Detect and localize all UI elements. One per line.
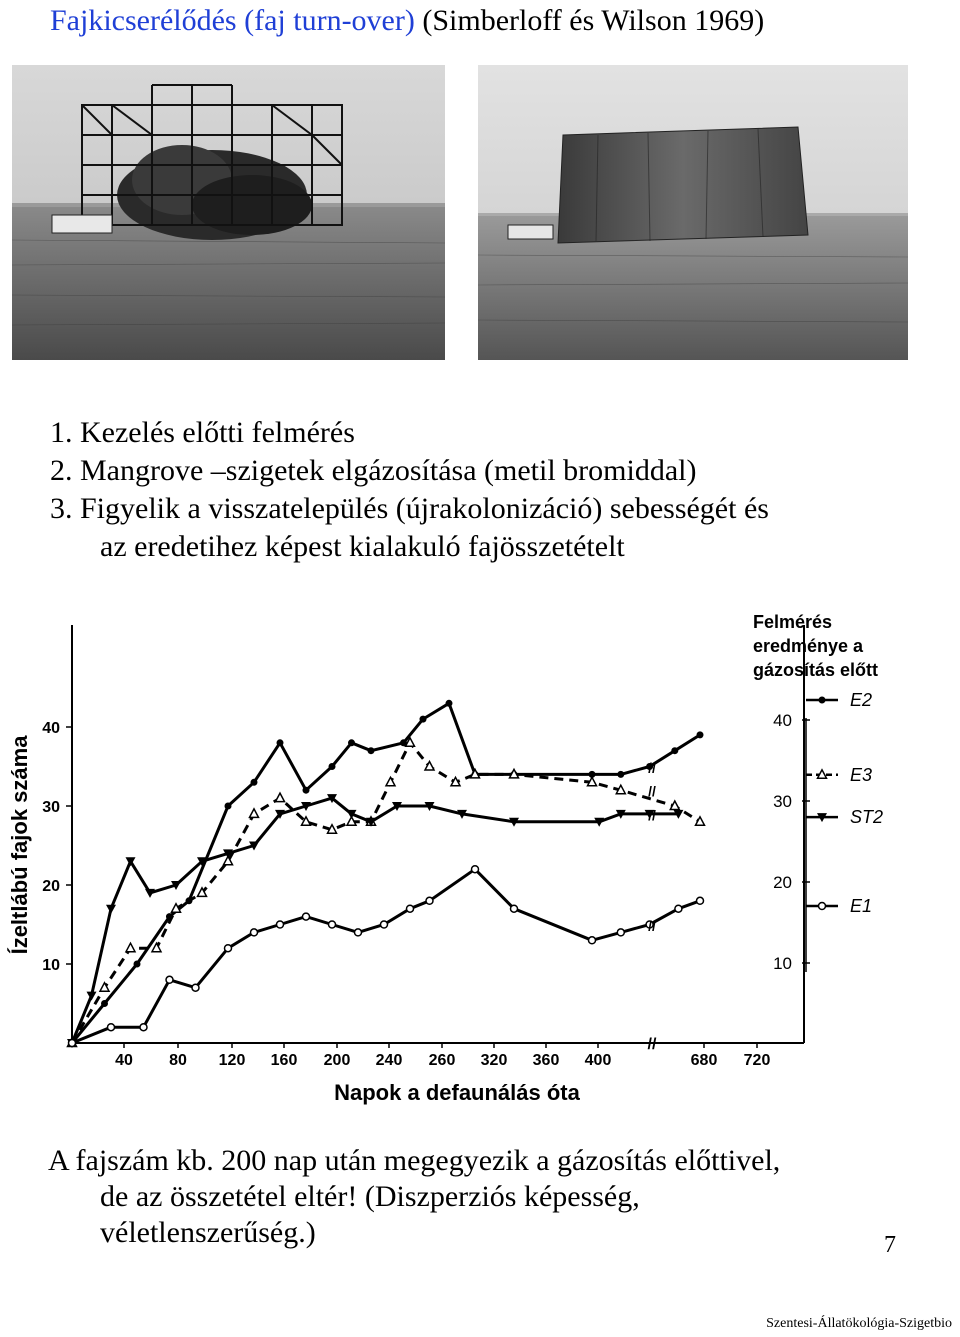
data-point	[446, 700, 453, 707]
slide-title-colored: Fajkicserélődés (faj turn-over)	[50, 4, 415, 37]
series-e3	[68, 738, 705, 1047]
chart-legend	[753, 612, 883, 973]
data-point	[303, 913, 310, 920]
data-point	[425, 762, 434, 771]
list-item-1: 1. Kezelés előtti felmérés	[50, 416, 355, 449]
x-tick-label: 240	[375, 1052, 403, 1069]
data-point	[140, 1024, 147, 1031]
data-point	[671, 747, 678, 754]
series-break-mark: //	[648, 917, 656, 934]
y-axis-title: Ízeltlábú fajok száma	[7, 735, 32, 955]
x-tick-label: 80	[169, 1052, 187, 1069]
y-tick-label: 10	[42, 957, 60, 974]
x-tick-label: 40	[115, 1052, 133, 1069]
legend-tick-label: 40	[773, 711, 792, 730]
data-point	[355, 929, 362, 936]
series-break-mark: //	[648, 806, 656, 823]
caption-line-2: de az összetétel eltér! (Diszperziós képesség,	[100, 1180, 640, 1213]
species-count-chart	[0, 600, 948, 1115]
x-tick-label: 360	[532, 1052, 560, 1069]
series-e1	[69, 866, 704, 1047]
x-tick-label: 200	[323, 1052, 351, 1069]
data-point	[329, 763, 336, 770]
legend-title-line: gázosítás előtt	[753, 660, 879, 680]
series-break-mark: //	[648, 783, 656, 800]
data-point	[251, 929, 258, 936]
data-point	[87, 992, 97, 1001]
y-tick-label: 30	[42, 799, 60, 816]
caption	[48, 1143, 780, 1251]
list-item-3-continued: az eredetihez képest kialakuló fajösszetételt	[100, 530, 625, 563]
list-item-3: 3. Figyelik a visszatelepülés (újrakolonizáció) sebességét és	[50, 492, 769, 525]
data-point	[675, 905, 682, 912]
data-point	[381, 921, 388, 928]
legend-series-label: E1	[850, 896, 873, 916]
method-list	[50, 414, 769, 566]
legend-title-line: Felmérés	[753, 612, 833, 632]
data-point	[617, 929, 624, 936]
series-break-mark: //	[648, 759, 656, 776]
y-tick-label: 20	[42, 878, 60, 895]
page-number: 7	[884, 1232, 896, 1258]
legend-marker	[819, 697, 826, 704]
data-point	[277, 739, 284, 746]
data-point	[225, 803, 232, 810]
data-point	[426, 897, 433, 904]
data-point	[276, 793, 285, 802]
data-point	[368, 747, 375, 754]
chart-axes	[7, 625, 804, 1105]
series-line	[72, 869, 700, 1043]
x-tick-label: 260	[428, 1052, 456, 1069]
x-tick-label: 320	[480, 1052, 508, 1069]
data-point	[348, 739, 355, 746]
axis-break-mark: //	[647, 1036, 657, 1053]
data-point	[106, 905, 116, 914]
legend-series-label: E2	[850, 690, 873, 710]
data-point	[108, 1024, 115, 1031]
data-point	[589, 937, 596, 944]
data-point	[69, 1040, 76, 1047]
chart-series	[67, 700, 705, 1048]
legend-series-label: ST2	[850, 807, 884, 828]
legend-tick-label: 20	[773, 873, 792, 892]
x-tick-label: 400	[584, 1052, 612, 1069]
y-tick-label: 40	[42, 720, 60, 737]
list-item-2: 2. Mangrove –szigetek elgázosítása (metil bromiddal)	[50, 454, 697, 487]
data-point	[407, 905, 414, 912]
data-point	[697, 731, 704, 738]
data-point	[126, 943, 135, 952]
legend-tick-label: 30	[773, 792, 792, 811]
legend-title-line: eredménye a	[753, 636, 864, 656]
data-point	[250, 809, 259, 818]
x-axis-title: Napok a defaunálás óta	[334, 1080, 580, 1105]
x-tick-label: 720	[743, 1052, 771, 1069]
x-tick-label: 680	[690, 1052, 718, 1069]
x-tick-label: 160	[270, 1052, 298, 1069]
slide-title-rest: (Simberloff és Wilson 1969)	[414, 4, 765, 37]
series-e2	[69, 700, 704, 1047]
legend-series-label: E3	[850, 764, 873, 785]
data-point	[697, 897, 704, 904]
series-line	[72, 743, 700, 1043]
data-point	[101, 1000, 108, 1007]
data-point	[617, 771, 624, 778]
data-point	[166, 976, 173, 983]
data-point	[329, 921, 336, 928]
data-point	[303, 787, 310, 794]
mangrove-scaffold-photo	[12, 65, 445, 360]
series-line	[72, 703, 700, 1043]
legend-marker	[819, 903, 826, 910]
data-point	[472, 866, 479, 873]
data-point	[420, 716, 427, 723]
data-point	[225, 945, 232, 952]
data-point	[134, 961, 141, 968]
tented-island-photo	[478, 65, 908, 360]
footer-text: Szentesi-Állatökológia-Szigetbio	[766, 1316, 952, 1331]
slide-title	[50, 4, 764, 38]
data-point	[277, 921, 284, 928]
data-point	[511, 905, 518, 912]
series-st2	[67, 794, 683, 1048]
data-point	[251, 779, 258, 786]
caption-line-3: véletlenszerűség.)	[100, 1216, 316, 1249]
data-point	[192, 984, 199, 991]
series-line	[72, 798, 678, 1043]
x-tick-label: 120	[218, 1052, 246, 1069]
legend-tick-label: 10	[773, 954, 792, 973]
caption-line-1: A fajszám kb. 200 nap után megegyezik a gázosítás előttivel,	[48, 1144, 781, 1177]
